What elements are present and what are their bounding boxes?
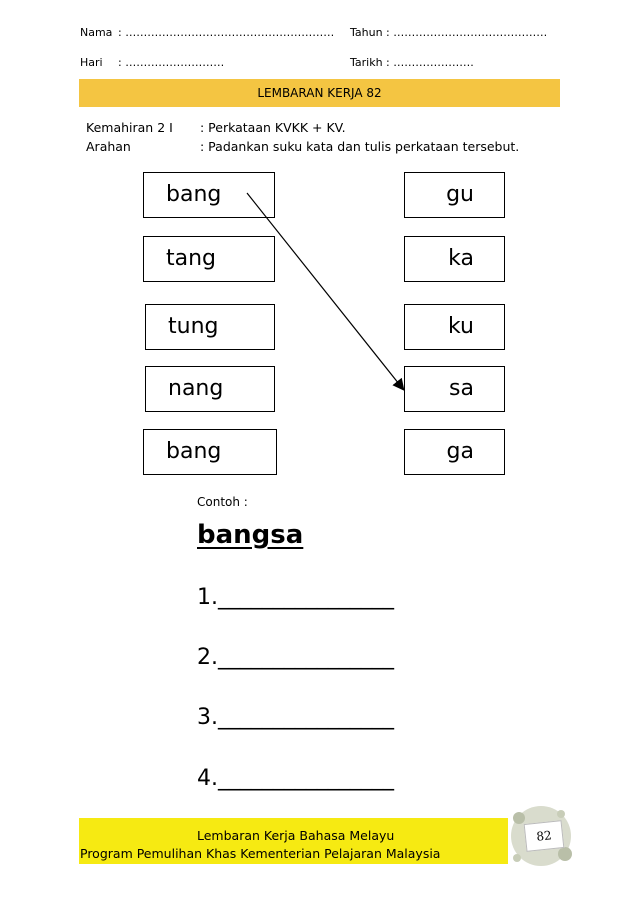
tarikh-field[interactable]: Tarikh : …………………. — [350, 56, 474, 69]
left-syllable: bang — [166, 439, 222, 464]
answer-line-3[interactable]: 3.________________ — [197, 705, 394, 730]
arahan-label: Arahan — [86, 139, 131, 154]
left-syllable: bang — [166, 182, 222, 207]
answer-line-2[interactable]: 2.________________ — [197, 645, 394, 670]
page-number: 82 — [524, 820, 565, 852]
tahun-field[interactable]: Tahun : …………………………………… — [350, 26, 548, 39]
worksheet-title: LEMBARAN KERJA 82 — [257, 86, 382, 100]
arahan-value: : Padankan suku kata dan tulis perkataan tersebut. — [200, 139, 520, 154]
hari-field[interactable]: : ……………………… — [118, 56, 225, 69]
nama-label: Nama — [80, 26, 113, 39]
right-syllable: sa — [449, 376, 474, 401]
hari-label: Hari — [80, 56, 103, 69]
kemahiran-value: : Perkataan KVKK + KV. — [200, 120, 346, 135]
answer-line-4[interactable]: 4.________________ — [197, 766, 394, 791]
right-syllable: ku — [447, 314, 474, 339]
left-syllable: nang — [168, 376, 224, 401]
page-number-badge — [505, 800, 577, 872]
arrow-line — [247, 193, 403, 389]
footer-program: Program Pemulihan Khas Kementerian Pelajaran Malaysia — [80, 846, 441, 861]
right-syllable: ka — [448, 246, 474, 271]
answer-line-1[interactable]: 1.________________ — [197, 585, 394, 610]
right-syllable: gu — [446, 182, 474, 207]
left-syllable: tung — [168, 314, 219, 339]
footer-title: Lembaran Kerja Bahasa Melayu — [197, 828, 395, 843]
nama-field[interactable]: : ………………………………………………… — [118, 26, 335, 39]
left-syllable: tang — [166, 246, 217, 271]
example-label: Contoh : — [197, 495, 248, 509]
right-syllable: ga — [446, 439, 474, 464]
example-word: bangsa — [197, 520, 304, 550]
kemahiran-label: Kemahiran 2 I — [86, 120, 173, 135]
